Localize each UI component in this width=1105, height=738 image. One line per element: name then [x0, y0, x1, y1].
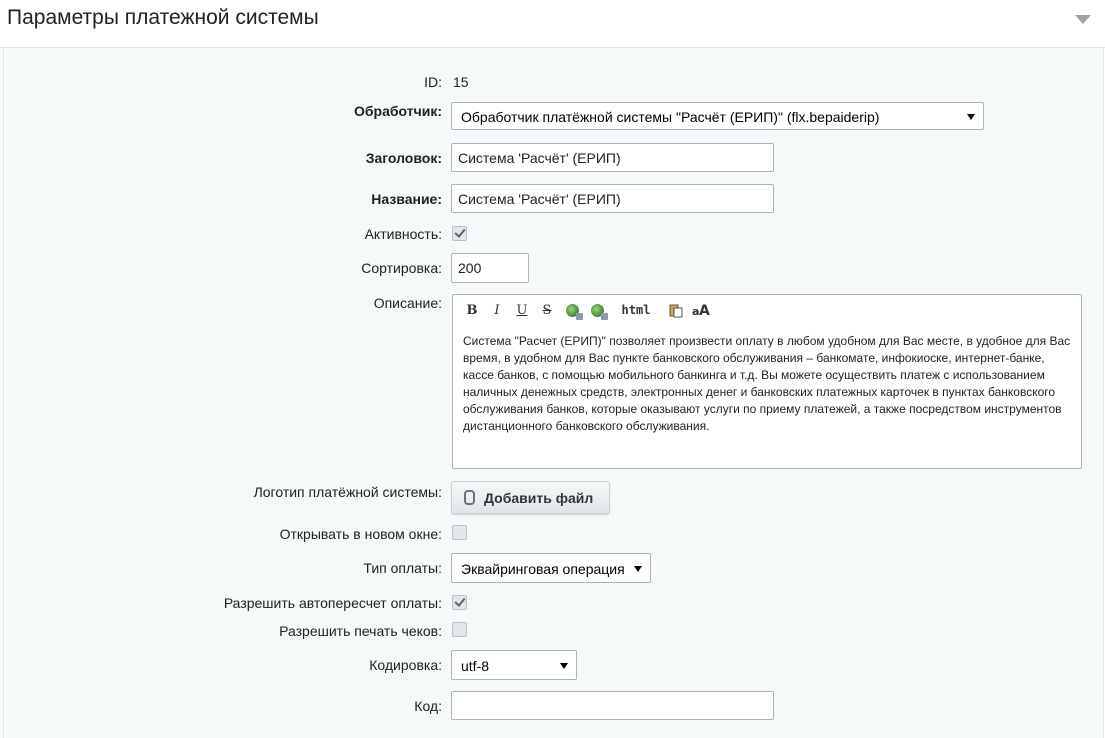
new-window-checkbox[interactable] [452, 525, 467, 540]
font-size-button[interactable] [690, 299, 712, 321]
svg-text:a: a [692, 305, 700, 318]
html-button[interactable]: html [621, 303, 651, 317]
handler-label: Обработчик: [354, 103, 442, 119]
name-label: Название: [371, 191, 442, 207]
description-label: Описание: [373, 295, 442, 311]
chevron-down-icon [634, 566, 642, 572]
active-label: Активность: [364, 226, 442, 242]
editor-toolbar [453, 295, 1081, 325]
chevron-down-icon [967, 114, 975, 120]
heading-label: Заголовок: [365, 150, 442, 166]
heading-input[interactable] [451, 143, 774, 172]
page-title: Параметры платежной системы [7, 6, 319, 29]
code-input[interactable] [451, 691, 774, 720]
unlink-button[interactable] [586, 299, 608, 321]
add-file-label: Добавить файл [484, 489, 594, 506]
print-receipts-checkbox[interactable] [452, 622, 467, 637]
print-receipts-label: Разрешить печать чеков: [279, 623, 442, 639]
payment-type-value: Эквайринговая операция [461, 561, 625, 577]
font-size-icon [692, 302, 710, 318]
description-text: Система "Расчет (ЕРИП)" позволяет произвести оплату в любом удобном для Вас месте, в удобное для Вас время, в удобном для Вас пункте банковского обслуживания – банкомате, инфокиоске, интернет-банке, кассе банков, с помощью мобильного банкинга и т.д. Вы можете осуществить платеж с использованием наличных денежных средств, электронных денег и банковских платежных карточек в пунктах банковского обслуживания банков, которые оказывают услуги по приему платежей, а также посредством инструментов дистанционного банковского обслуживания. [463, 334, 1071, 433]
auto-recalc-label: Разрешить автопересчет оплаты: [223, 595, 442, 611]
underline-button[interactable]: U [516, 302, 528, 318]
svg-text:A: A [699, 303, 710, 318]
bold-button[interactable]: B [466, 302, 478, 318]
id-value: 15 [453, 74, 469, 90]
link-icon [566, 304, 579, 317]
strike-button[interactable]: S [542, 302, 552, 318]
handler-select[interactable] [451, 102, 984, 130]
paste-button[interactable] [665, 299, 687, 321]
handler-select-value: Обработчик платёжной системы "Расчёт (ЕРИП)" (flx.bepaiderip) [461, 109, 880, 125]
id-label: ID: [424, 74, 442, 90]
name-input[interactable] [451, 184, 774, 213]
paste-icon [668, 302, 684, 318]
auto-recalc-checkbox[interactable] [452, 595, 467, 610]
chevron-down-icon [560, 663, 568, 669]
payment-type-label: Тип оплаты: [363, 560, 442, 576]
link-button[interactable] [561, 299, 583, 321]
description-editor[interactable] [452, 294, 1082, 469]
encoding-value: utf-8 [461, 658, 490, 674]
encoding-select[interactable] [451, 650, 577, 680]
unlink-icon [591, 304, 604, 317]
section-header [0, 0, 1105, 48]
paperclip-icon [464, 490, 475, 505]
sort-label: Сортировка: [361, 260, 442, 276]
collapse-icon[interactable] [1075, 15, 1091, 24]
active-checkbox[interactable] [452, 226, 467, 241]
encoding-label: Кодировка: [369, 657, 442, 673]
payment-type-select[interactable] [451, 553, 651, 583]
add-file-button[interactable] [451, 481, 610, 514]
code-label: Код: [414, 698, 442, 714]
sort-input[interactable] [451, 253, 529, 283]
new-window-label: Открывать в новом окне: [279, 526, 442, 542]
italic-button[interactable]: I [494, 302, 500, 318]
logo-label: Логотип платёжной системы: [253, 484, 442, 500]
